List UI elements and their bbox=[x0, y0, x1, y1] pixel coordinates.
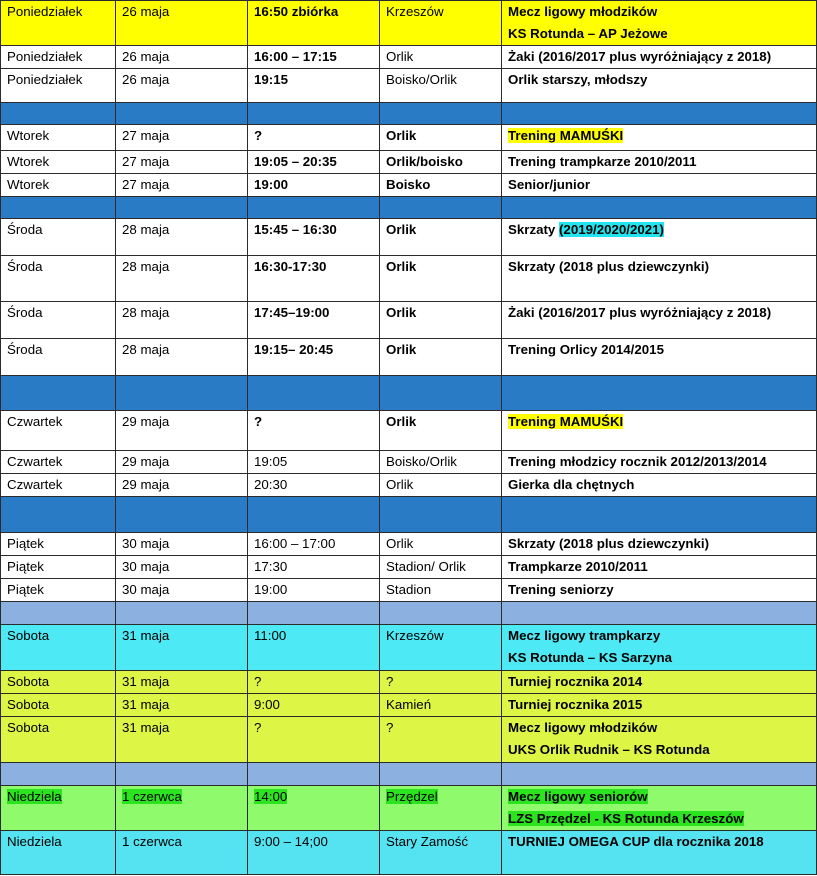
day-cell: Poniedziałek bbox=[1, 46, 116, 69]
time-cell: 11:00 bbox=[248, 625, 380, 671]
event-line: Skrzaty (2018 plus dziewczynki) bbox=[508, 259, 710, 274]
place-cell: Orlik bbox=[380, 256, 502, 302]
day-cell: Wtorek bbox=[1, 151, 116, 174]
table-row bbox=[1, 831, 817, 875]
date-cell: 27 maja bbox=[116, 125, 248, 151]
event-line: Żaki (2016/2017 plus wyróżniający z 2018) bbox=[508, 49, 772, 64]
day-cell: Sobota bbox=[1, 625, 116, 671]
time-cell: 19:00 bbox=[248, 174, 380, 197]
place-cell: Stadion/ Orlik bbox=[380, 556, 502, 579]
event-cell bbox=[502, 451, 817, 474]
date-cell: 31 maja bbox=[116, 717, 248, 763]
event-cell bbox=[502, 579, 817, 602]
separator-row bbox=[1, 197, 817, 219]
time-cell: 16:00 – 17:00 bbox=[248, 533, 380, 556]
date-cell: 29 maja bbox=[116, 411, 248, 451]
day-cell: Poniedziałek bbox=[1, 1, 116, 46]
place-text: Przędzel bbox=[386, 789, 438, 804]
time-cell: 9:00 – 14;00 bbox=[248, 831, 380, 875]
separator-row bbox=[1, 763, 817, 786]
event-cell bbox=[502, 831, 817, 875]
time-cell: ? bbox=[248, 671, 380, 694]
time-cell: ? bbox=[248, 717, 380, 763]
day-cell: Czwartek bbox=[1, 411, 116, 451]
event-line: LZS Przędzel - KS Rotunda Krzeszów bbox=[508, 811, 744, 826]
event-line: TURNIEJ OMEGA CUP dla rocznika 2018 bbox=[508, 834, 764, 849]
time-cell: 20:30 bbox=[248, 474, 380, 497]
date-cell: 28 maja bbox=[116, 339, 248, 376]
table-row bbox=[1, 256, 817, 302]
place-cell: Orlik bbox=[380, 411, 502, 451]
day-cell: Czwartek bbox=[1, 451, 116, 474]
day-cell: Wtorek bbox=[1, 174, 116, 197]
event-cell bbox=[502, 717, 817, 763]
day-cell: Piątek bbox=[1, 556, 116, 579]
event-cell bbox=[502, 474, 817, 497]
event-line: Trening MAMUŚKI bbox=[508, 414, 624, 429]
event-line: UKS Orlik Rudnik – KS Rotunda bbox=[508, 742, 710, 757]
event-cell bbox=[502, 174, 817, 197]
place-cell: Kamień bbox=[380, 694, 502, 717]
event-line: Trening seniorzy bbox=[508, 582, 614, 597]
place-cell: Stadion bbox=[380, 579, 502, 602]
day-cell: Poniedziałek bbox=[1, 69, 116, 103]
time-cell: 15:45 – 16:30 bbox=[248, 219, 380, 256]
place-cell: Orlik bbox=[380, 125, 502, 151]
event-line: Trening MAMUŚKI bbox=[508, 128, 624, 143]
separator-row bbox=[1, 602, 817, 625]
place-cell: Stary Zamość bbox=[380, 831, 502, 875]
date-cell: 1 czerwca bbox=[116, 831, 248, 875]
time-cell: 16:50 zbiórka bbox=[248, 1, 380, 46]
event-line: Trening trampkarze 2010/2011 bbox=[508, 154, 697, 169]
place-cell: Orlik bbox=[380, 533, 502, 556]
day-cell: Sobota bbox=[1, 717, 116, 763]
time-text: 14:00 bbox=[254, 789, 288, 804]
table-row bbox=[1, 786, 817, 831]
table-row bbox=[1, 474, 817, 497]
event-line: Skrzaty bbox=[508, 222, 559, 237]
event-cell bbox=[502, 786, 817, 831]
event-line: Turniej rocznika 2015 bbox=[508, 697, 643, 712]
separator-row bbox=[1, 103, 817, 125]
day-cell bbox=[1, 786, 116, 831]
date-cell: 30 maja bbox=[116, 533, 248, 556]
day-cell: Wtorek bbox=[1, 125, 116, 151]
table-row bbox=[1, 151, 817, 174]
event-cell bbox=[502, 302, 817, 339]
date-cell: 27 maja bbox=[116, 151, 248, 174]
day-cell: Sobota bbox=[1, 694, 116, 717]
time-cell: ? bbox=[248, 411, 380, 451]
date-cell bbox=[116, 786, 248, 831]
table-row bbox=[1, 69, 817, 103]
day-text: Niedziela bbox=[7, 789, 62, 804]
table-row bbox=[1, 671, 817, 694]
date-cell: 29 maja bbox=[116, 451, 248, 474]
date-cell: 31 maja bbox=[116, 671, 248, 694]
time-cell: 19:15– 20:45 bbox=[248, 339, 380, 376]
event-line: KS Rotunda – AP Jeżowe bbox=[508, 26, 668, 41]
event-highlight: (2019/2020/2021) bbox=[559, 222, 664, 237]
place-cell: Orlik/boisko bbox=[380, 151, 502, 174]
time-cell: 16:00 – 17:15 bbox=[248, 46, 380, 69]
event-cell bbox=[502, 694, 817, 717]
place-cell: Orlik bbox=[380, 46, 502, 69]
event-line: Mecz ligowy młodzików bbox=[508, 720, 658, 735]
table-row bbox=[1, 339, 817, 376]
time-cell: 9:00 bbox=[248, 694, 380, 717]
table-row bbox=[1, 46, 817, 69]
place-cell: Krzeszów bbox=[380, 1, 502, 46]
table-row bbox=[1, 533, 817, 556]
place-cell: Orlik bbox=[380, 219, 502, 256]
event-cell bbox=[502, 256, 817, 302]
date-cell: 28 maja bbox=[116, 219, 248, 256]
date-cell: 31 maja bbox=[116, 694, 248, 717]
day-cell: Czwartek bbox=[1, 474, 116, 497]
date-cell: 26 maja bbox=[116, 1, 248, 46]
event-cell bbox=[502, 46, 817, 69]
time-cell: 17:30 bbox=[248, 556, 380, 579]
place-cell: ? bbox=[380, 671, 502, 694]
place-cell bbox=[380, 786, 502, 831]
date-cell: 29 maja bbox=[116, 474, 248, 497]
event-cell bbox=[502, 219, 817, 256]
event-line: Skrzaty (2018 plus dziewczynki) bbox=[508, 536, 710, 551]
event-cell bbox=[502, 151, 817, 174]
event-cell bbox=[502, 671, 817, 694]
event-line: Senior/junior bbox=[508, 177, 591, 192]
day-cell: Piątek bbox=[1, 533, 116, 556]
table-row bbox=[1, 125, 817, 151]
date-cell: 30 maja bbox=[116, 579, 248, 602]
event-line: Orlik starszy, młodszy bbox=[508, 72, 648, 87]
table-row bbox=[1, 174, 817, 197]
event-cell bbox=[502, 625, 817, 671]
time-cell: 16:30-17:30 bbox=[248, 256, 380, 302]
place-cell: Orlik bbox=[380, 302, 502, 339]
day-cell: Środa bbox=[1, 339, 116, 376]
date-cell: 28 maja bbox=[116, 302, 248, 339]
table-row bbox=[1, 411, 817, 451]
day-cell: Piątek bbox=[1, 579, 116, 602]
event-line: Mecz ligowy seniorów bbox=[508, 789, 648, 804]
day-cell: Niedziela bbox=[1, 831, 116, 875]
place-cell: Krzeszów bbox=[380, 625, 502, 671]
separator-row bbox=[1, 376, 817, 411]
day-cell: Środa bbox=[1, 302, 116, 339]
event-line: Żaki (2016/2017 plus wyróżniający z 2018) bbox=[508, 305, 772, 320]
event-line: Trening Orlicy 2014/2015 bbox=[508, 342, 664, 357]
place-cell: ? bbox=[380, 717, 502, 763]
time-cell: 17:45–19:00 bbox=[248, 302, 380, 339]
date-cell: 26 maja bbox=[116, 69, 248, 103]
time-cell: 19:00 bbox=[248, 579, 380, 602]
table-row bbox=[1, 717, 817, 763]
table-row bbox=[1, 625, 817, 671]
event-line: Trampkarze 2010/2011 bbox=[508, 559, 648, 574]
time-cell bbox=[248, 786, 380, 831]
place-cell: Orlik bbox=[380, 474, 502, 497]
table-row bbox=[1, 302, 817, 339]
event-cell bbox=[502, 533, 817, 556]
place-cell: Orlik bbox=[380, 339, 502, 376]
day-cell: Środa bbox=[1, 256, 116, 302]
event-line: Turniej rocznika 2014 bbox=[508, 674, 643, 689]
day-cell: Sobota bbox=[1, 671, 116, 694]
event-line: Mecz ligowy młodzików bbox=[508, 4, 658, 19]
time-cell: 19:05 bbox=[248, 451, 380, 474]
place-cell: Boisko/Orlik bbox=[380, 451, 502, 474]
separator-row bbox=[1, 497, 817, 533]
event-cell bbox=[502, 556, 817, 579]
time-cell: ? bbox=[248, 125, 380, 151]
table-row bbox=[1, 451, 817, 474]
place-cell: Boisko/Orlik bbox=[380, 69, 502, 103]
date-text: 1 czerwca bbox=[122, 789, 182, 804]
table-row bbox=[1, 694, 817, 717]
date-cell: 30 maja bbox=[116, 556, 248, 579]
event-cell bbox=[502, 411, 817, 451]
table-row bbox=[1, 556, 817, 579]
time-cell: 19:05 – 20:35 bbox=[248, 151, 380, 174]
date-cell: 28 maja bbox=[116, 256, 248, 302]
event-line: Trening młodzicy rocznik 2012/2013/2014 bbox=[508, 454, 767, 469]
table-row bbox=[1, 1, 817, 46]
event-cell bbox=[502, 69, 817, 103]
event-cell bbox=[502, 1, 817, 46]
event-cell bbox=[502, 125, 817, 151]
date-cell: 26 maja bbox=[116, 46, 248, 69]
time-cell: 19:15 bbox=[248, 69, 380, 103]
place-cell: Boisko bbox=[380, 174, 502, 197]
event-line: KS Rotunda – KS Sarzyna bbox=[508, 650, 673, 665]
event-line: Gierka dla chętnych bbox=[508, 477, 635, 492]
day-cell: Środa bbox=[1, 219, 116, 256]
event-cell bbox=[502, 339, 817, 376]
table-row bbox=[1, 579, 817, 602]
table-row bbox=[1, 219, 817, 256]
date-cell: 27 maja bbox=[116, 174, 248, 197]
date-cell: 31 maja bbox=[116, 625, 248, 671]
event-line: Mecz ligowy trampkarzy bbox=[508, 628, 661, 643]
